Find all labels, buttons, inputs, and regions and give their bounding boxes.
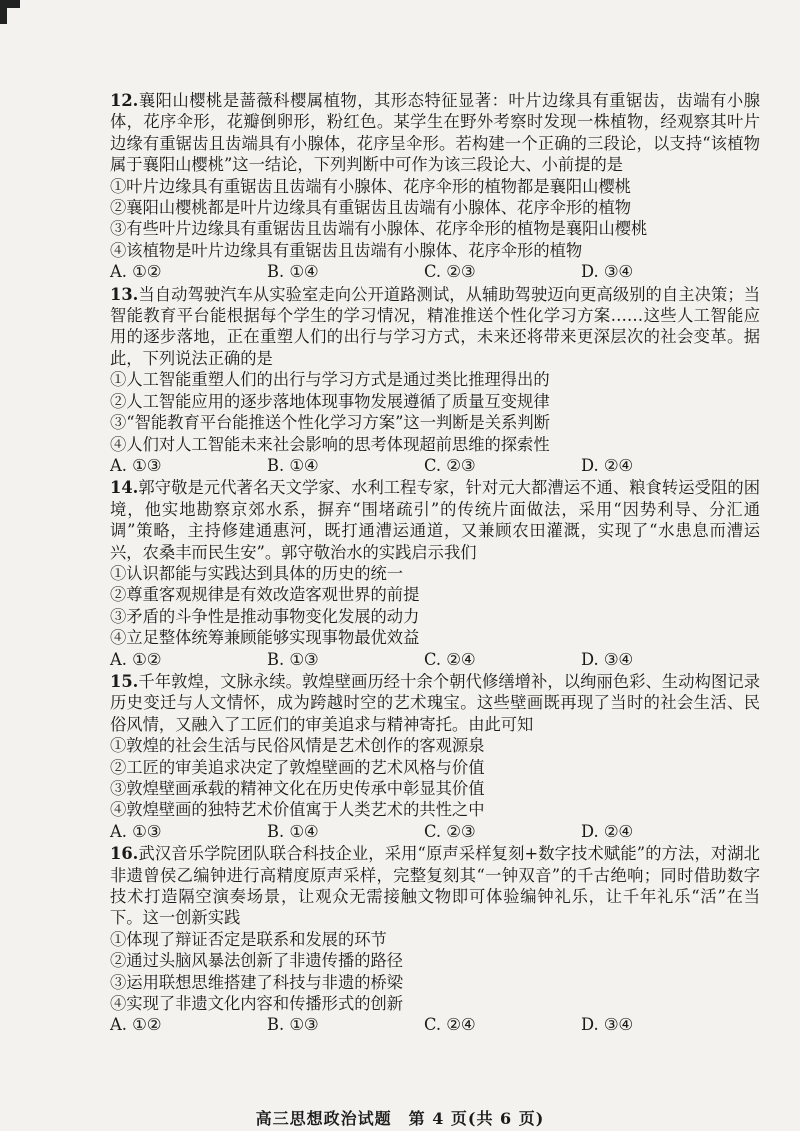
statement-item: ②尊重客观规律是有效改造客观世界的前提 bbox=[110, 585, 420, 605]
question-text: 千年敦煌，文脉永续。敦煌壁画历经十余个朝代修缮增补，以绚丽色彩、生动构图记录历史变迁与人文情怀，成为跨越时空的艺术瑰宝。这些壁画既再现了当时的社会生活、民俗风情，又融入了工匠们的审美追求与精神寄托。由此可知 bbox=[110, 671, 760, 734]
answer-option: B. ①④ bbox=[267, 455, 319, 475]
question-12 bbox=[110, 90, 760, 283]
answer-option: B. ①④ bbox=[267, 821, 319, 841]
answer-option: D. ②④ bbox=[581, 821, 634, 841]
statement-item: ③有些叶片边缘具有重锯齿且齿端有小腺体、花序伞形的植物是襄阳山樱桃 bbox=[110, 219, 648, 239]
answer-option: C. ②③ bbox=[424, 821, 476, 841]
statement-item: ④立足整体统筹兼顾能够实现事物最优效益 bbox=[110, 628, 420, 648]
answer-option: D. ③④ bbox=[581, 262, 634, 282]
statement-item: ①体现了辩证否定是联系和发展的环节 bbox=[110, 929, 387, 949]
answer-option: D. ③④ bbox=[581, 649, 634, 669]
answer-options bbox=[110, 261, 760, 282]
answer-option: A. ①② bbox=[110, 1015, 162, 1035]
question-number: 15. bbox=[110, 671, 139, 691]
question-16 bbox=[110, 843, 760, 1036]
answer-option: B. ①③ bbox=[267, 1015, 319, 1035]
statement-item: ②通过头脑风暴法创新了非遗传播的路径 bbox=[110, 951, 404, 971]
statement-item: ③“智能教育平台能推送个性化学习方案”这一判断是关系判断 bbox=[110, 413, 550, 433]
answer-option: C. ②④ bbox=[424, 649, 476, 669]
statement-item: ①人工智能重塑人们的出行与学习方式是通过类比推理得出的 bbox=[110, 370, 550, 390]
statement-item: ②襄阳山樱桃都是叶片边缘具有重锯齿且齿端有小腺体、花序伞形的植物 bbox=[110, 198, 632, 218]
question-text: 襄阳山樱桃是蔷薇科樱属植物，其形态特征显著：叶片边缘具有重锯齿，齿端有小腺体，花序伞形，花瓣倒卵形，粉红色。某学生在野外考察时发现一株植物，经观察其叶片边缘有重锯齿且齿端具有小腺体，花序呈伞形。若构建一个正确的三段论，以支持“该植物属于襄阳山樱桃”这一结论，下列判断中可作为该三段论大、小前提的是 bbox=[110, 91, 760, 175]
question-number: 16. bbox=[110, 844, 139, 864]
statement-item: ②工匠的审美追求决定了敦煌壁画的艺术风格与价值 bbox=[110, 757, 485, 777]
answer-options bbox=[110, 455, 760, 476]
statement-item: ①敦煌的社会生活与民俗风情是艺术创作的客观源泉 bbox=[110, 736, 485, 756]
answer-option: C. ②④ bbox=[424, 1015, 476, 1035]
question-stem bbox=[110, 477, 760, 563]
answer-option: A. ①③ bbox=[110, 455, 162, 475]
answer-option: C. ②③ bbox=[424, 262, 476, 282]
page-footer: 高三思想政治试题 第 4 页(共 6 页) bbox=[255, 1109, 545, 1128]
statement-item: ①认识都能与实践达到具体的历史的统一 bbox=[110, 563, 404, 583]
statement-item: ①叶片边缘具有重锯齿且齿端有小腺体、花序伞形的植物都是襄阳山樱桃 bbox=[110, 176, 632, 196]
answer-option: A. ①② bbox=[110, 649, 162, 669]
scan-corner-mark bbox=[0, 0, 20, 8]
statement-item: ②人工智能应用的逐步落地体现事物发展遵循了质量互变规律 bbox=[110, 391, 550, 411]
question-number: 14. bbox=[110, 478, 139, 498]
answer-option: C. ②③ bbox=[424, 455, 476, 475]
statement-item: ④实现了非遗文化内容和传播形式的创新 bbox=[110, 994, 404, 1014]
question-number: 13. bbox=[110, 284, 139, 304]
statement-item: ④该植物是叶片边缘具有重锯齿且齿端有小腺体、花序伞形的植物 bbox=[110, 240, 583, 260]
statement-item: ③敦煌壁画承载的精神文化在历史传承中彰显其价值 bbox=[110, 779, 485, 798]
answer-option: A. ①③ bbox=[110, 821, 162, 841]
question-stem bbox=[110, 90, 760, 176]
answer-options bbox=[110, 649, 760, 670]
statement-item: ④敦煌壁画的独特艺术价值寓于人类艺术的共性之中 bbox=[110, 800, 485, 820]
question-text: 武汉音乐学院团队联合科技企业，采用“原声采样复刻+数字技术赋能”的方法，对湖北非遗曾侯乙编钟进行高精度原声采样，完整复刻其“一钟双音”的千古绝响；同时借助数字技术打造隔空演奏场景，让观众无需接触文物即可体验编钟礼乐，让千年礼乐“活”在当下。这一创新实践 bbox=[110, 844, 760, 928]
exam-page bbox=[110, 90, 760, 1037]
answer-option: B. ①④ bbox=[267, 262, 319, 282]
answer-option: D. ②④ bbox=[581, 455, 634, 475]
answer-option: B. ①③ bbox=[267, 649, 319, 669]
question-13 bbox=[110, 284, 760, 477]
question-text: 当自动驾驶汽车从实验室走向公开道路测试，从辅助驾驶迈向更高级别的自主决策；当智能教育平台能根据每个学生的学习情况，精准推送个性化学习方案……这些人工智能应用的逐步落地，正在重塑人们的出行与学习方式，未来还将带来更深层次的社会变革。据此，下列说法正确的是 bbox=[110, 284, 760, 368]
question-stem bbox=[110, 671, 760, 735]
answer-options bbox=[110, 1014, 760, 1035]
question-15 bbox=[110, 671, 760, 842]
statement-item: ③矛盾的斗争性是推动事物变化发展的动力 bbox=[110, 606, 420, 626]
answer-option: D. ③④ bbox=[581, 1015, 634, 1035]
question-text: 郭守敬是元代著名天文学家、水利工程专家，针对元大都漕运不通、粮食转运受阻的困境，他实地勘察京郊水系，摒弃“围堵疏引”的传统片面做法，采用“因势利导、分汇通调”策略，主持修建通惠河，既打通漕运通道，又兼顾农田灌溉，实现了“水患息而漕运兴，农桑丰而民生安”。郭守敬治水的实践启示我们 bbox=[110, 478, 760, 562]
statement-item: ③运用联想思维搭建了科技与非遗的桥梁 bbox=[110, 972, 404, 992]
answer-option: A. ①② bbox=[110, 262, 162, 282]
question-stem bbox=[110, 843, 760, 929]
question-number: 12. bbox=[110, 91, 139, 110]
statement-item: ④人们对人工智能未来社会影响的思考体现超前思维的探索性 bbox=[110, 434, 550, 454]
question-stem bbox=[110, 284, 760, 370]
question-14 bbox=[110, 477, 760, 670]
answer-options bbox=[110, 821, 760, 842]
